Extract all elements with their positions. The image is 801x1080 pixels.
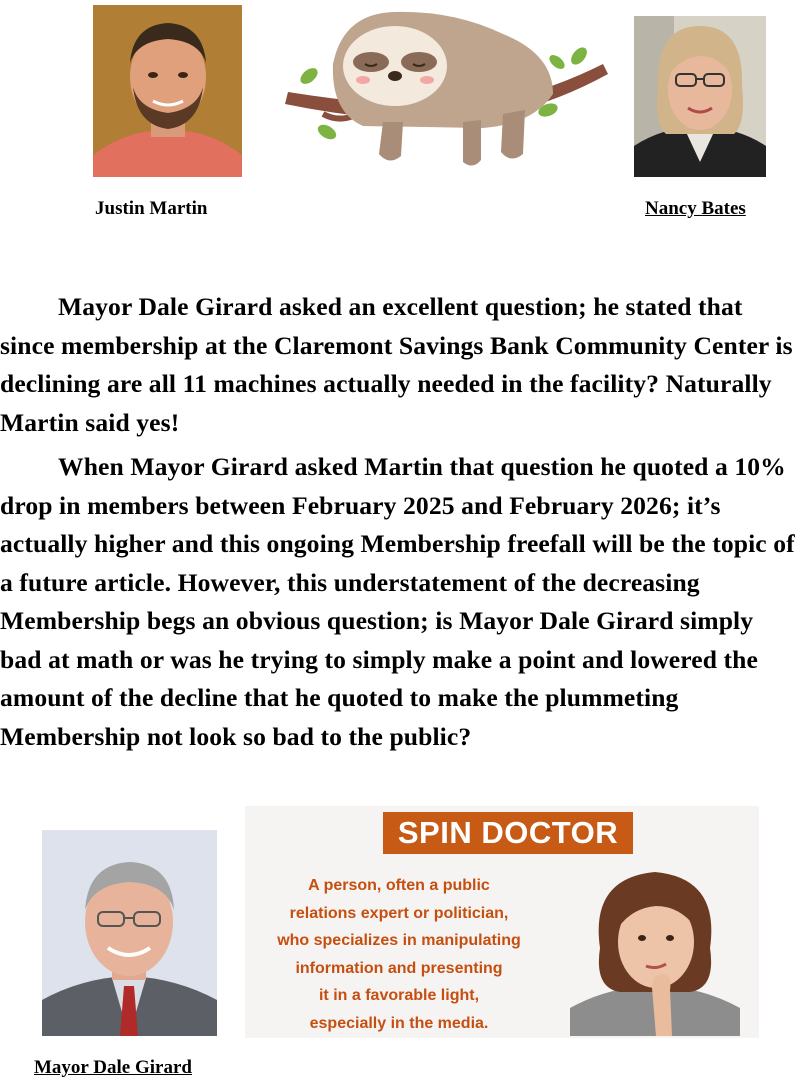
spin-doctor-title: SPIN DOCTOR: [383, 812, 633, 854]
sloth-illustration: [283, 4, 613, 172]
justin-martin-caption: Justin Martin: [95, 198, 208, 219]
article-paragraph: Mayor Dale Girard asked an excellent question; he stated that since membership at the Claremont Savings Bank Community Center is declining are all 11 machines actually needed in the facility? Naturally Martin said yes!: [0, 292, 793, 437]
nancy-bates-caption: Nancy Bates: [645, 198, 746, 219]
definition-line: relations expert or politician,: [289, 904, 509, 922]
spin-doctor-definition: [248, 872, 550, 1037]
article-body: [0, 288, 801, 756]
definition-line: it in a favorable light,: [318, 987, 480, 1004]
article-paragraph: When Mayor Girard asked Martin that question he quoted a 10% drop in members between February 2025 and February 2026; it’s actually higher and this ongoing Membership freefall will be the topic of a future article. However, this understatement of the decreasing Membership begs an obvious question; is Mayor Dale Girard simply bad at math or was he trying to simply make a point and lowered the amount of the decline that he quoted to make the plummeting Membership not look so bad to the public?: [0, 452, 795, 751]
definition-line: information and presenting: [295, 959, 503, 977]
definition-line: especially in the media.: [309, 1014, 489, 1032]
nancy-bates-photo: [634, 16, 766, 177]
definition-line: who specializes in manipulating: [277, 932, 521, 949]
definition-line: A person, often a public: [308, 877, 490, 894]
justin-martin-photo: [93, 5, 242, 177]
woman-illustration: [560, 858, 750, 1036]
mayor-dale-girard-photo: [42, 830, 217, 1036]
mayor-dale-girard-caption: Mayor Dale Girard: [34, 1057, 192, 1078]
